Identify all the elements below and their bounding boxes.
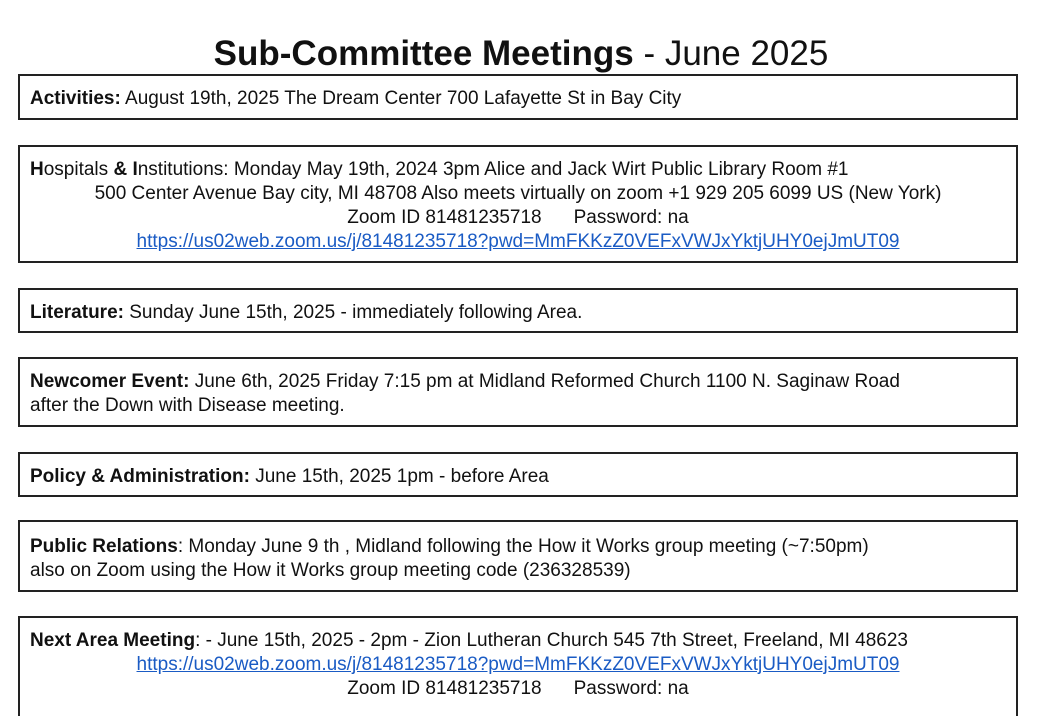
newcomer-label: Newcomer Event: (30, 371, 190, 392)
next-area-zoom-link[interactable]: https://us02web.zoom.us/j/81481235718?pwd=MmFKKzZ0VEFxVWJxYktjUHY0ejJmUT09 (136, 654, 900, 675)
hospitals-zoom-id: Zoom ID 81481235718 (347, 207, 542, 228)
hospitals-password: Password: na (573, 207, 689, 228)
hospitals-line-2: 500 Center Avenue Bay city, MI 48708 Also meets virtually on zoom +1 929 205 6099 US (New York) (94, 183, 942, 204)
activities-box (18, 74, 1018, 120)
next-area-link-line (30, 653, 1006, 677)
page-title (0, 34, 1037, 74)
literature-text: Sunday June 15th, 2025 - immediately following Area. (123, 302, 583, 323)
literature-label: Literature: (30, 302, 124, 323)
activities-text: August 19th, 2025 The Dream Center 700 Lafayette St in Bay City (120, 88, 682, 109)
newcomer-line-1 (30, 370, 1006, 394)
activities-line (30, 87, 1006, 111)
hospitals-word: ospitals (43, 159, 114, 180)
literature-box (18, 288, 1018, 333)
activities-label: Activities: (30, 88, 121, 109)
next-area-zoom-id: Zoom ID 81481235718 (347, 678, 542, 699)
policy-line (30, 465, 1006, 489)
public-relations-label: Public Relations (30, 536, 178, 557)
hospitals-ampersand: & (113, 159, 128, 180)
page-title-bold: Sub-Committee Meetings (213, 34, 634, 73)
literature-line (30, 301, 1006, 325)
newcomer-box (18, 357, 1018, 427)
policy-box (18, 452, 1018, 497)
hospitals-text: nstitutions: Monday May 19th, 2024 3pm Alice and Jack Wirt Public Library Room #1 (137, 159, 849, 180)
newcomer-line-2: after the Down with Disease meeting. (30, 395, 345, 416)
public-relations-line-1 (30, 535, 1006, 559)
public-relations-box (18, 520, 1018, 592)
hospitals-zoom-link[interactable]: https://us02web.zoom.us/j/81481235718?pwd=MmFKKzZ0VEFxVWJxYktjUHY0ejJmUT09 (136, 231, 900, 252)
next-area-password: Password: na (573, 678, 689, 699)
public-relations-text: : Monday June 9 th , Midland following the How it Works group meeting (~7:50pm) (177, 536, 869, 557)
hospitals-line-1 (30, 158, 1006, 182)
policy-label: Policy & Administration: (30, 466, 250, 487)
hospitals-institutions-box (18, 145, 1018, 263)
hospitals-initial-h: H (30, 159, 44, 180)
public-relations-line-2: also on Zoom using the How it Works group meeting code (236328539) (30, 560, 631, 581)
next-area-line-1 (30, 629, 1006, 653)
next-area-box (18, 616, 1018, 716)
hospitals-zoom-info (30, 206, 1006, 230)
hospitals-link-line (30, 230, 1006, 254)
next-area-zoom-info (30, 677, 1006, 701)
hospitals-initial-i: I (127, 159, 138, 180)
newcomer-text: June 6th, 2025 Friday 7:15 pm at Midland Reformed Church 1100 N. Saginaw Road (189, 371, 900, 392)
next-area-label: Next Area Meeting (30, 630, 196, 651)
next-area-text: : - June 15th, 2025 - 2pm - Zion Lutheran Church 545 7th Street, Freeland, MI 48623 (195, 630, 908, 651)
page-title-date: - June 2025 (633, 34, 829, 73)
policy-text: June 15th, 2025 1pm - before Area (249, 466, 549, 487)
